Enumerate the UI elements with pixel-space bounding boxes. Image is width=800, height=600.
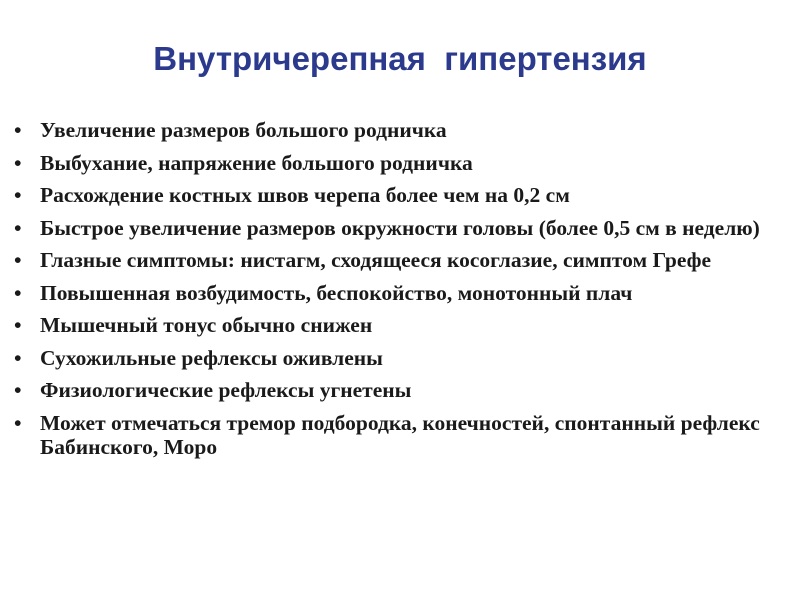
list-item bbox=[14, 346, 784, 370]
bullet-icon: • bbox=[14, 313, 22, 337]
list-item-text: Расхождение костных швов черепа более чем на 0,2 см bbox=[40, 183, 570, 207]
list-item bbox=[14, 248, 784, 272]
list-item bbox=[14, 281, 784, 305]
list-item-text: Выбухание, напряжение большого родничка bbox=[40, 150, 473, 175]
bullet-icon: • bbox=[14, 378, 22, 402]
list-item-text: Сухожильные рефлексы оживлены bbox=[40, 345, 383, 370]
slide-title: Внутричерепная гипертензия bbox=[153, 40, 647, 77]
bullet-icon: • bbox=[14, 183, 22, 207]
list-item bbox=[14, 378, 784, 402]
bullet-list bbox=[14, 118, 784, 467]
list-item-text: Повышенная возбудимость, беспокойство, монотонный плач bbox=[40, 280, 633, 305]
list-item-text: Глазные симптомы: нистагм, сходящееся косоглазие, симптом Грефе bbox=[40, 248, 712, 272]
list-item-text: Увеличение размеров большого родничка bbox=[40, 118, 447, 142]
list-item-text: Мышечный тонус обычно снижен bbox=[40, 313, 373, 337]
list-item-text: Может отмечаться тремор подбородка, конечностей, спонтанный рефлекс Бабинского, Моро bbox=[40, 410, 760, 459]
bullet-icon: • bbox=[14, 215, 22, 240]
list-item bbox=[14, 216, 784, 240]
list-item-text: Физиологические рефлексы угнетены bbox=[40, 378, 412, 402]
bullet-icon: • bbox=[14, 248, 22, 272]
list-item bbox=[14, 151, 784, 175]
bullet-icon: • bbox=[14, 280, 22, 305]
list-item bbox=[14, 118, 784, 142]
bullet-icon: • bbox=[14, 118, 22, 142]
list-item bbox=[14, 313, 784, 337]
bullet-icon: • bbox=[14, 410, 22, 435]
bullet-icon: • bbox=[14, 345, 22, 370]
list-item-text: Быстрое увеличение размеров окружности головы (более 0,5 см в неделю) bbox=[40, 215, 760, 240]
list-item bbox=[14, 183, 784, 207]
list-item bbox=[14, 411, 784, 459]
bullet-icon: • bbox=[14, 150, 22, 175]
